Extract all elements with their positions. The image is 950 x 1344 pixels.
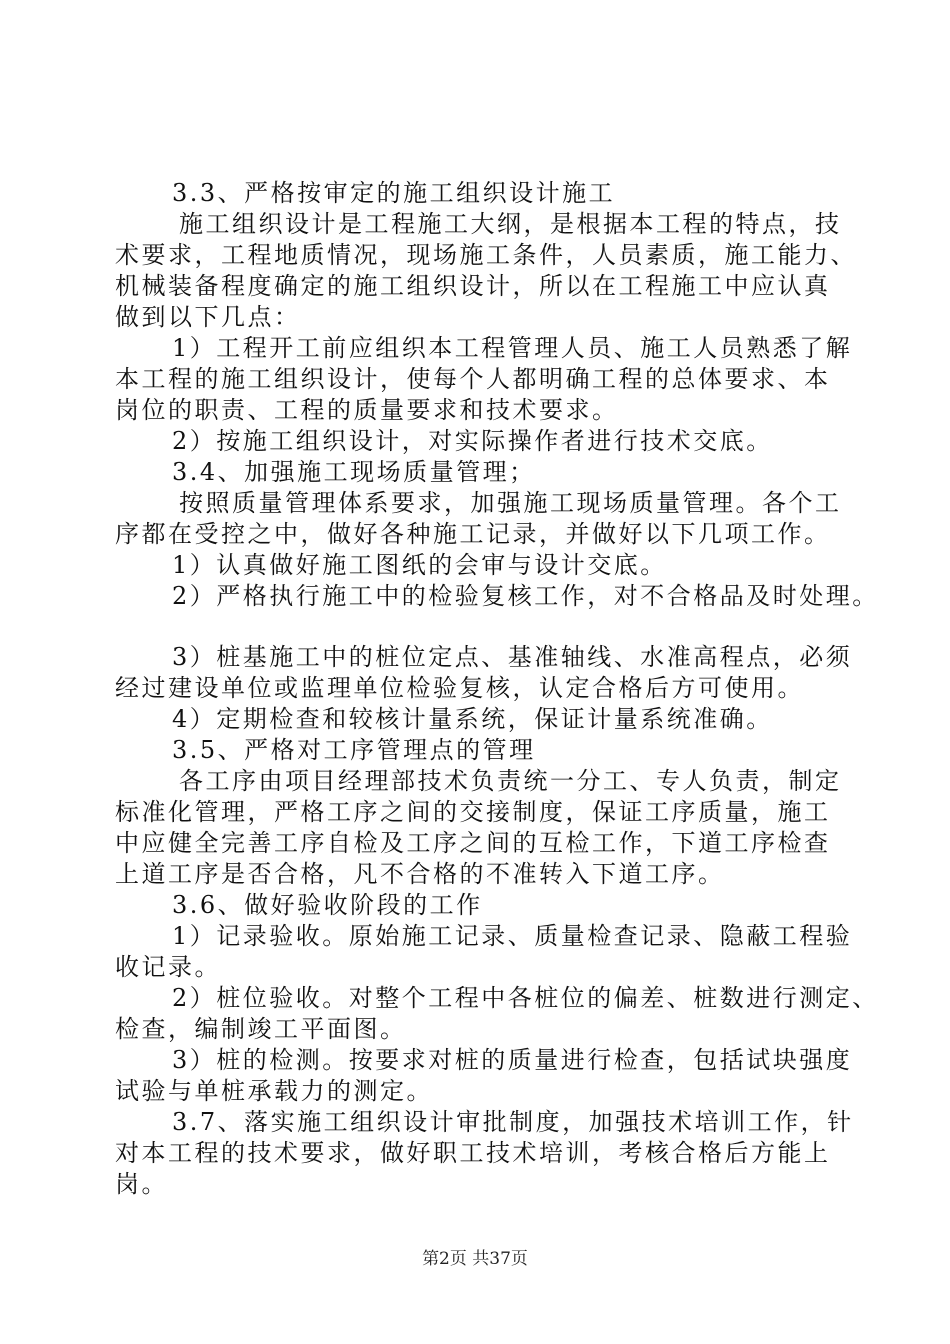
heading-3-3: 3.3、严格按审定的施工组织设计施工	[172, 179, 616, 207]
list-item-line: 2）严格执行施工中的检验复核工作，对不合格品及时处理。	[172, 582, 879, 610]
page-number: 第2页 共37页	[422, 1249, 528, 1269]
heading-3-7: 3.7、落实施工组织设计审批制度，加强技术培训工作，针	[172, 1108, 854, 1136]
paragraph-line: 上道工序是否合格，凡不合格的不准转入下道工序。	[115, 860, 725, 888]
paragraph-line: 按照质量管理体系要求，加强施工现场质量管理。各个工	[179, 489, 842, 517]
blank-line	[115, 612, 855, 642]
paragraph-line: 标准化管理，严格工序之间的交接制度，保证工序质量，施工	[115, 798, 831, 826]
list-item-line: 本工程的施工组织设计，使每个人都明确工程的总体要求、本	[115, 365, 831, 393]
paragraph-line: 各工序由项目经理部技术负责统一分工、专人负责，制定	[179, 767, 842, 795]
paragraph-line: 术要求，工程地质情况，现场施工条件，人员素质，施工能力、	[115, 241, 857, 269]
list-item-line: 2）桩位验收。对整个工程中各桩位的偏差、桩数进行测定、	[172, 984, 879, 1012]
list-item-line: 1）工程开工前应组织本工程管理人员、施工人员熟悉了解	[172, 334, 853, 362]
list-item-line: 试验与单桩承载力的测定。	[115, 1077, 433, 1105]
list-item-line: 收记录。	[115, 953, 221, 981]
list-item-line: 检查，编制竣工平面图。	[115, 1015, 407, 1043]
list-item-line: 3）桩的检测。按要求对桩的质量进行检查，包括试块强度	[172, 1046, 853, 1074]
paragraph-line: 机械装备程度确定的施工组织设计，所以在工程施工中应认真	[115, 272, 831, 300]
paragraph-line: 对本工程的技术要求，做好职工技术培训，考核合格后方能上	[115, 1139, 831, 1167]
heading-3-4: 3.4、加强施工现场质量管理；	[172, 458, 536, 486]
paragraph-line: 岗。	[115, 1170, 168, 1198]
paragraph-line: 序都在受控之中，做好各种施工记录，并做好以下几项工作。	[115, 520, 831, 548]
list-item-line: 1）记录验收。原始施工记录、质量检查记录、隐蔽工程验	[172, 922, 853, 950]
paragraph-line: 中应健全完善工序自检及工序之间的互检工作，下道工序检查	[115, 829, 831, 857]
heading-3-6: 3.6、做好验收阶段的工作	[172, 891, 483, 919]
paragraph-line: 施工组织设计是工程施工大纲，是根据本工程的特点，技	[179, 210, 842, 238]
list-item-line: 1）认真做好施工图纸的会审与设计交底。	[172, 551, 667, 579]
document-body	[115, 178, 879, 1200]
list-item-line: 岗位的职责、工程的质量要求和技术要求。	[115, 396, 619, 424]
heading-3-5: 3.5、严格对工序管理点的管理	[172, 736, 536, 764]
list-item-line: 3）桩基施工中的桩位定点、基准轴线、水准高程点，必须	[172, 643, 853, 671]
paragraph-line: 做到以下几点：	[115, 303, 301, 331]
list-item-line: 2）按施工组织设计，对实际操作者进行技术交底。	[172, 427, 773, 455]
list-item-line: 经过建设单位或监理单位检验复核，认定合格后方可使用。	[115, 674, 804, 702]
list-item-line: 4）定期检查和较核计量系统，保证计量系统准确。	[172, 705, 773, 733]
